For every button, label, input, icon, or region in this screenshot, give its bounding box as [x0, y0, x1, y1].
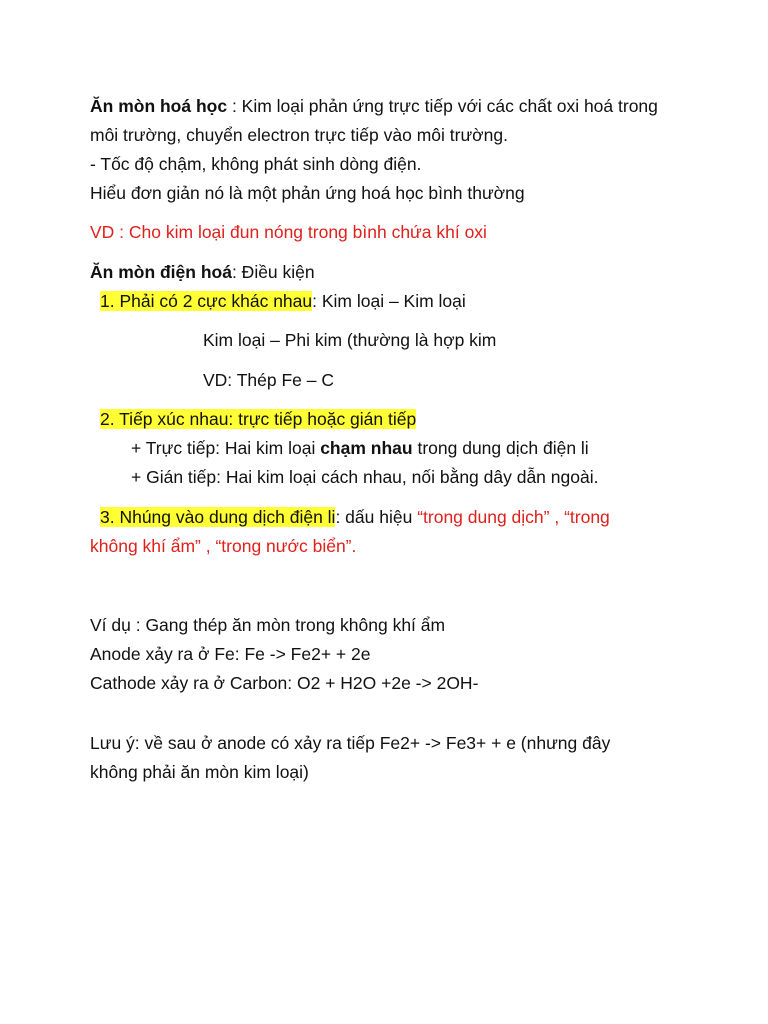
- condition-3-red-text: “trong dung dịch” , “trong: [417, 507, 610, 527]
- direct-contact-tail: trong dung dịch điện li: [412, 438, 589, 458]
- condition-2-direct-line: [131, 436, 589, 460]
- condition-1-highlight: 1. Phải có 2 cực khác nhau: [100, 291, 313, 311]
- electro-condition-label: : Điều kiện: [231, 262, 315, 282]
- condition-1-alt-line: Kim loại – Phi kim (thường là hợp kim: [203, 330, 497, 350]
- condition-1-example-line: VD: Thép Fe – C: [203, 370, 334, 390]
- condition-2-line: [100, 407, 416, 431]
- chem-speed-line: - Tốc độ chậm, không phát sinh dòng điện.: [90, 154, 422, 174]
- chem-simple-line: Hiểu đơn giản nó là một phản ứng hoá học bình thường: [90, 183, 525, 203]
- note-line-2: không phải ăn mòn kim loại): [90, 762, 309, 782]
- chem-corrosion-term: Ăn mòn hoá học: [90, 96, 228, 116]
- condition-1-line: [100, 289, 466, 313]
- condition-3-rest: : dấu hiệu: [335, 507, 418, 527]
- example-title-line: Ví dụ : Gang thép ăn mòn trong không khí ẩm: [90, 615, 446, 635]
- chem-definition-text: : Kim loại phản ứng trực tiếp với các chất oxi hoá trong: [227, 96, 658, 116]
- chem-definition-line-2: môi trường, chuyển electron trực tiếp vào môi trường.: [90, 125, 508, 145]
- direct-contact-bold: chạm nhau: [320, 438, 413, 458]
- condition-3-line: [100, 505, 610, 529]
- chem-example-line: VD : Cho kim loại đun nóng trong bình chứa khí oxi: [90, 222, 487, 242]
- electro-corrosion-term: Ăn mòn điện hoá: [90, 262, 232, 282]
- example-cathode-line: Cathode xảy ra ở Carbon: O2 + H2O +2e -> 2OH-: [90, 673, 479, 693]
- electro-heading-line: [90, 260, 315, 284]
- condition-2-indirect-line: + Gián tiếp: Hai kim loại cách nhau, nối bằng dây dẫn ngoài.: [131, 467, 599, 487]
- direct-contact-text: + Trực tiếp: Hai kim loại: [131, 438, 321, 458]
- condition-3-highlight: 3. Nhúng vào dung dịch điện li: [100, 507, 336, 527]
- condition-2-highlight: 2. Tiếp xúc nhau: trực tiếp hoặc gián tiếp: [100, 409, 417, 429]
- condition-3-red-line-2: không khí ẩm” , “trong nước biển”.: [90, 536, 357, 556]
- condition-1-rest: : Kim loại – Kim loại: [312, 291, 466, 311]
- chem-definition-line-1: [90, 94, 658, 118]
- note-line-1: Lưu ý: về sau ở anode có xảy ra tiếp Fe2+ -> Fe3+ + e (nhưng đây: [90, 733, 611, 753]
- example-anode-line: Anode xảy ra ở Fe: Fe -> Fe2+ + 2e: [90, 644, 371, 664]
